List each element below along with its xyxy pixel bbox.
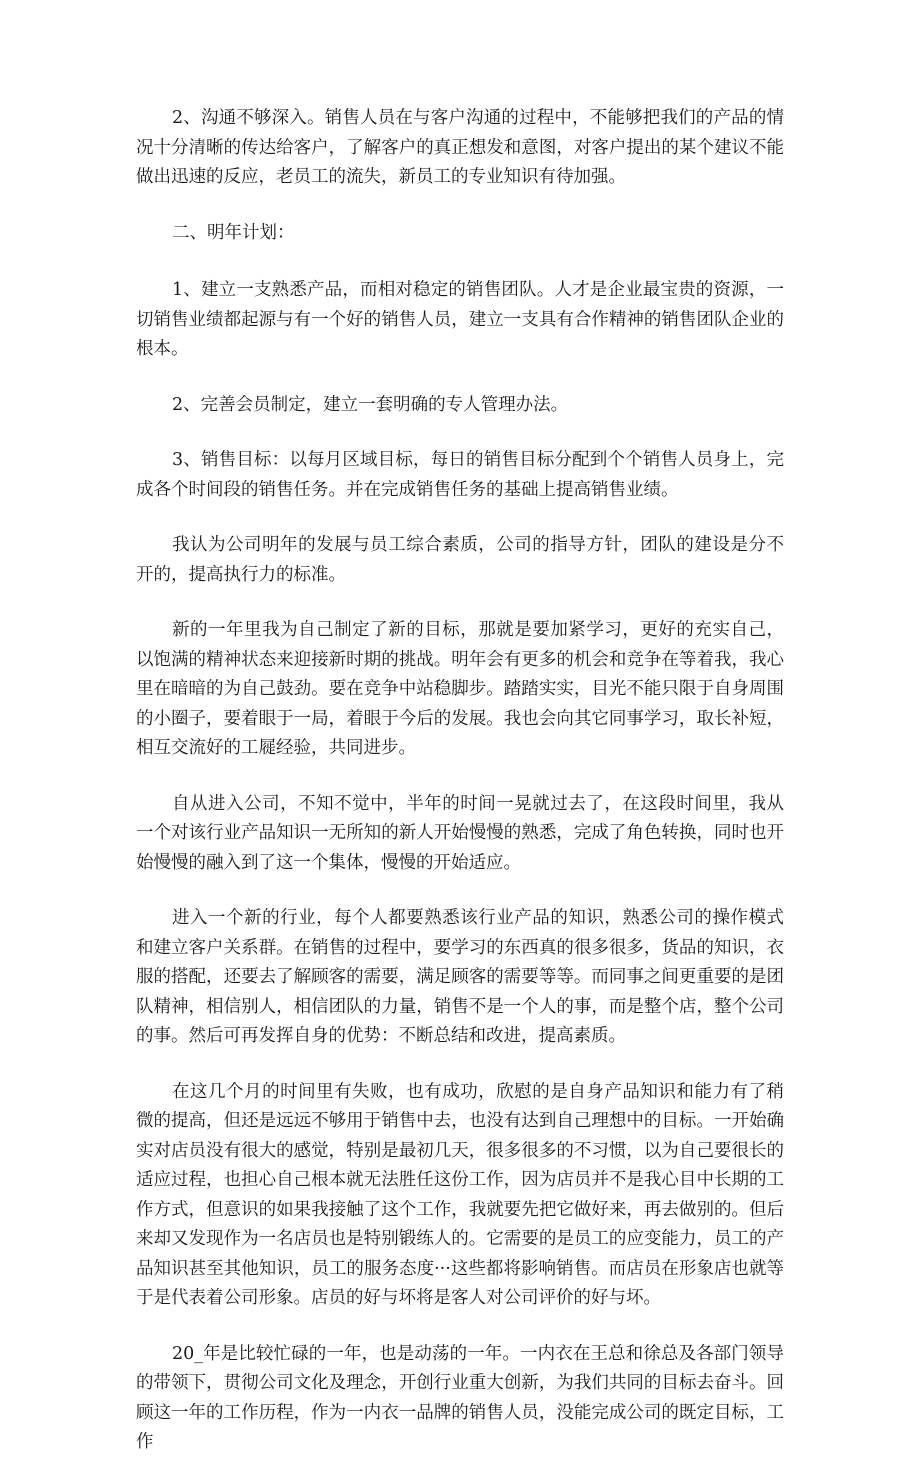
paragraph-year-review: 20_年是比较忙碌的一年，也是动荡的一年。一内衣在王总和徐总及各部门领导的带领下，贯彻公司文化及理念，开创行业重大创新，为我们共同的目标去奋斗。回顾这一年的工作历程，作为一内衣一品牌的销售人员，没能完成公司的既定目标，工作 [136,1343,784,1452]
document-page [136,104,784,1484]
section-heading-next-year-plan: 二、明年计划： [172,222,295,243]
paragraph-new-year-goals: 新的一年里我为自己制定了新的目标，那就是要加紧学习，更好的充实自己，以饱满的精神状态来迎接新时期的挑战。明年会有更多的机会和竞争在等着我，我心里在暗暗的为自己鼓劲。要在竞争中站稳脚步。踏踏实实，目光不能只限于自身周围的小圈子，要着眼于一局，着眼于今后的发展。我也会向其它同事学习，取长补短，相互交流好的工屣经验，共同进步。 [136,620,784,758]
paragraph-joining-company: 自从进入公司，不知不觉中，半年的时间一晃就过去了，在这段时间里，我从一个对该行业产品知识一无所知的新人开始慢慢的熟悉，完成了角色转换，同时也开始慢慢的融入到了这一个集体，慢慢的开始适应。 [136,793,784,873]
paragraph-new-industry: 进入一个新的行业，每个人都要熟悉该行业产品的知识，熟悉公司的操作模式和建立客户关系群。在销售的过程中，要学习的东西真的很多很多，货品的知识，衣服的搭配，还要去了解顾客的需要，满足顾客的需要等等。而同事之间更重要的是团队精神，相信别人，相信团队的力量，销售不是一个人的事，而是整个店，整个公司的事。然后可再发挥自身的优势：不断总结和改进，提高素质。 [136,908,784,1046]
paragraph-plan-membership: 2、完善会员制定，建立一套明确的专人管理办法。 [172,394,569,415]
paragraph-months-experience: 在这几个月的时间里有失败，也有成功，欣慰的是自身产品知识和能力有了稍微的提高，但还是远远不够用于销售中去，也没有达到自己理想中的目标。一开始确实对店员没有很大的感觉，特别是最初几天，很多很多的不习惯，以为自己要很长的适应过程，也担心自己根本就无法胜任这份工作，因为店员并不是我心目中长期的工作方式，但意识的如果我接触了这个工作，我就要先把它做好来，再去做别的。但后来却又发现作为一名店员也是特别锻练人的。它需要的是员工的应变能力，员工的产品知识甚至其他知识，员工的服务态度···这些都将影响销售。而店员在形象店也就等于是代表着公司形象。店员的好与坏将是客人对公司评价的好与坏。 [136,1081,784,1308]
paragraph-plan-sales-target: 3、销售目标：以每月区域目标，每日的销售目标分配到个个销售人员身上，完成各个时间段的销售任务。并在完成销售任务的基础上提高销售业绩。 [136,450,784,500]
paragraph-communication-issue: 2、沟通不够深入。销售人员在与客户沟通的过程中，不能够把我们的产品的情况十分清晰的传达给客户，了解客户的真正想发和意图，对客户提出的某个建议不能做出迅速的反应，老员工的流失，新员工的专业知识有待加强。 [136,108,784,187]
paragraph-company-development: 我认为公司明年的发展与员工综合素质，公司的指导方针，团队的建设是分不开的，提高执行力的标准。 [136,535,784,585]
paragraph-plan-sales-team: 1、建立一支熟悉产品，而相对稳定的销售团队。人才是企业最宝贵的资源，一切销售业绩都起源与有一个好的销售人员，建立一支具有合作精神的销售团队企业的根本。 [136,280,784,359]
